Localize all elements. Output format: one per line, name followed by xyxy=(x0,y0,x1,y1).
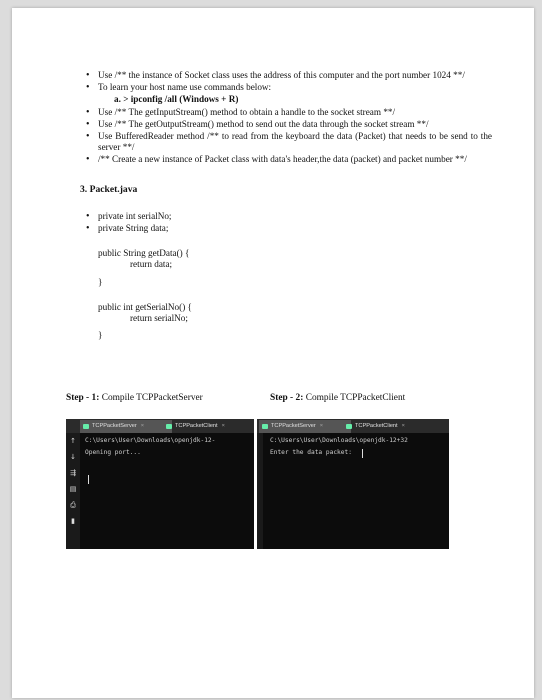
terminal-line: Enter the data packet: xyxy=(270,449,352,456)
spacer xyxy=(98,288,492,302)
terminal-icon xyxy=(166,424,172,429)
tab-tcp-packet-server[interactable] xyxy=(80,420,172,433)
document-content xyxy=(80,70,492,341)
tab-label: TCPPacketServer xyxy=(92,423,137,429)
trash-icon[interactable]: ▮ xyxy=(71,517,75,525)
list-item: • Use /** The getInputStream() method to obtain a handle to the socket stream **/ xyxy=(80,107,492,118)
document-page xyxy=(12,8,534,698)
close-icon[interactable]: × xyxy=(221,423,225,429)
tab-label: TCPPacketServer xyxy=(271,423,316,429)
arrow-up-icon[interactable]: ↑ xyxy=(70,437,76,445)
bullet-list-bottom xyxy=(80,107,492,166)
terminal-tabbar xyxy=(257,419,449,433)
filter-icon[interactable]: ⇶ xyxy=(70,469,76,477)
section-title: 3. Packet.java xyxy=(80,183,138,195)
arrow-down-icon[interactable]: ↓ xyxy=(70,453,76,461)
terminal-line: C:\Users\User\Downloads\openjdk-12- xyxy=(85,437,216,444)
side-toolbar xyxy=(257,433,263,549)
tab-label: TCPPacketClient xyxy=(175,423,218,429)
list-item: • /** Create a new instance of Packet class with data's header,the data (packet) and packet number **/ xyxy=(80,154,492,165)
terminal-line: Opening port... xyxy=(85,449,141,456)
text-cursor xyxy=(88,475,89,484)
code-line: public String getData() { xyxy=(98,248,190,259)
list-item: • private String data; xyxy=(80,223,492,234)
close-icon[interactable]: × xyxy=(319,423,324,429)
close-icon[interactable]: × xyxy=(401,423,405,429)
list-item: • Use /** The getOutputStream() method to send out the data through the socket stream **/ xyxy=(80,119,492,130)
terminal-client-window[interactable] xyxy=(257,419,449,549)
code-line: } xyxy=(98,330,103,341)
step-2-caption xyxy=(270,393,405,403)
terminal-line: C:\Users\User\Downloads\openjdk-12+32 xyxy=(270,437,408,444)
fields-list xyxy=(80,211,492,234)
sub-item-ipconfig: a. > ipconfig /all (Windows + R) xyxy=(114,94,239,105)
terminal-server-window[interactable] xyxy=(66,419,254,549)
terminal-icon xyxy=(346,424,352,429)
code-block xyxy=(80,248,492,341)
tab-tcp-packet-client[interactable] xyxy=(163,420,254,433)
bullet-list-top xyxy=(80,70,492,93)
code-line: } xyxy=(98,276,103,287)
list-item: • Use BufferedReader method /** to read from the keyboard the data (Packet) that needs to be send to the server **/ xyxy=(80,131,492,153)
terminal-icon xyxy=(262,424,268,429)
step-2-text: Compile TCPPacketClient xyxy=(303,393,406,403)
code-line: public int getSerialNo() { xyxy=(98,301,192,312)
step-1-label: Step - 1: xyxy=(66,393,100,403)
terminal-icon xyxy=(83,424,89,429)
tab-tcp-packet-client[interactable] xyxy=(343,420,435,433)
text-cursor xyxy=(362,449,363,458)
tab-label: TCPPacketClient xyxy=(355,423,398,429)
close-icon[interactable]: × xyxy=(140,423,145,429)
side-toolbar xyxy=(66,433,80,549)
list-item: • To learn your host name use commands below: xyxy=(80,82,492,93)
step-1-text: Compile TCPPacketServer xyxy=(99,393,203,403)
layout-icon[interactable]: ▤ xyxy=(69,485,77,493)
list-item: • Use /** the instance of Socket class uses the address of this computer and the port number 1024 **/ xyxy=(80,70,492,81)
code-line: return data; xyxy=(130,259,173,270)
step-2-label: Step - 2: xyxy=(270,393,304,403)
code-line: return serialNo; xyxy=(130,312,188,323)
print-icon[interactable]: ⎙ xyxy=(70,501,76,509)
step-1-caption xyxy=(66,393,203,403)
list-item: • private int serialNo; xyxy=(80,211,492,222)
tab-tcp-packet-server[interactable] xyxy=(259,420,351,433)
terminal-tabbar xyxy=(66,419,254,433)
